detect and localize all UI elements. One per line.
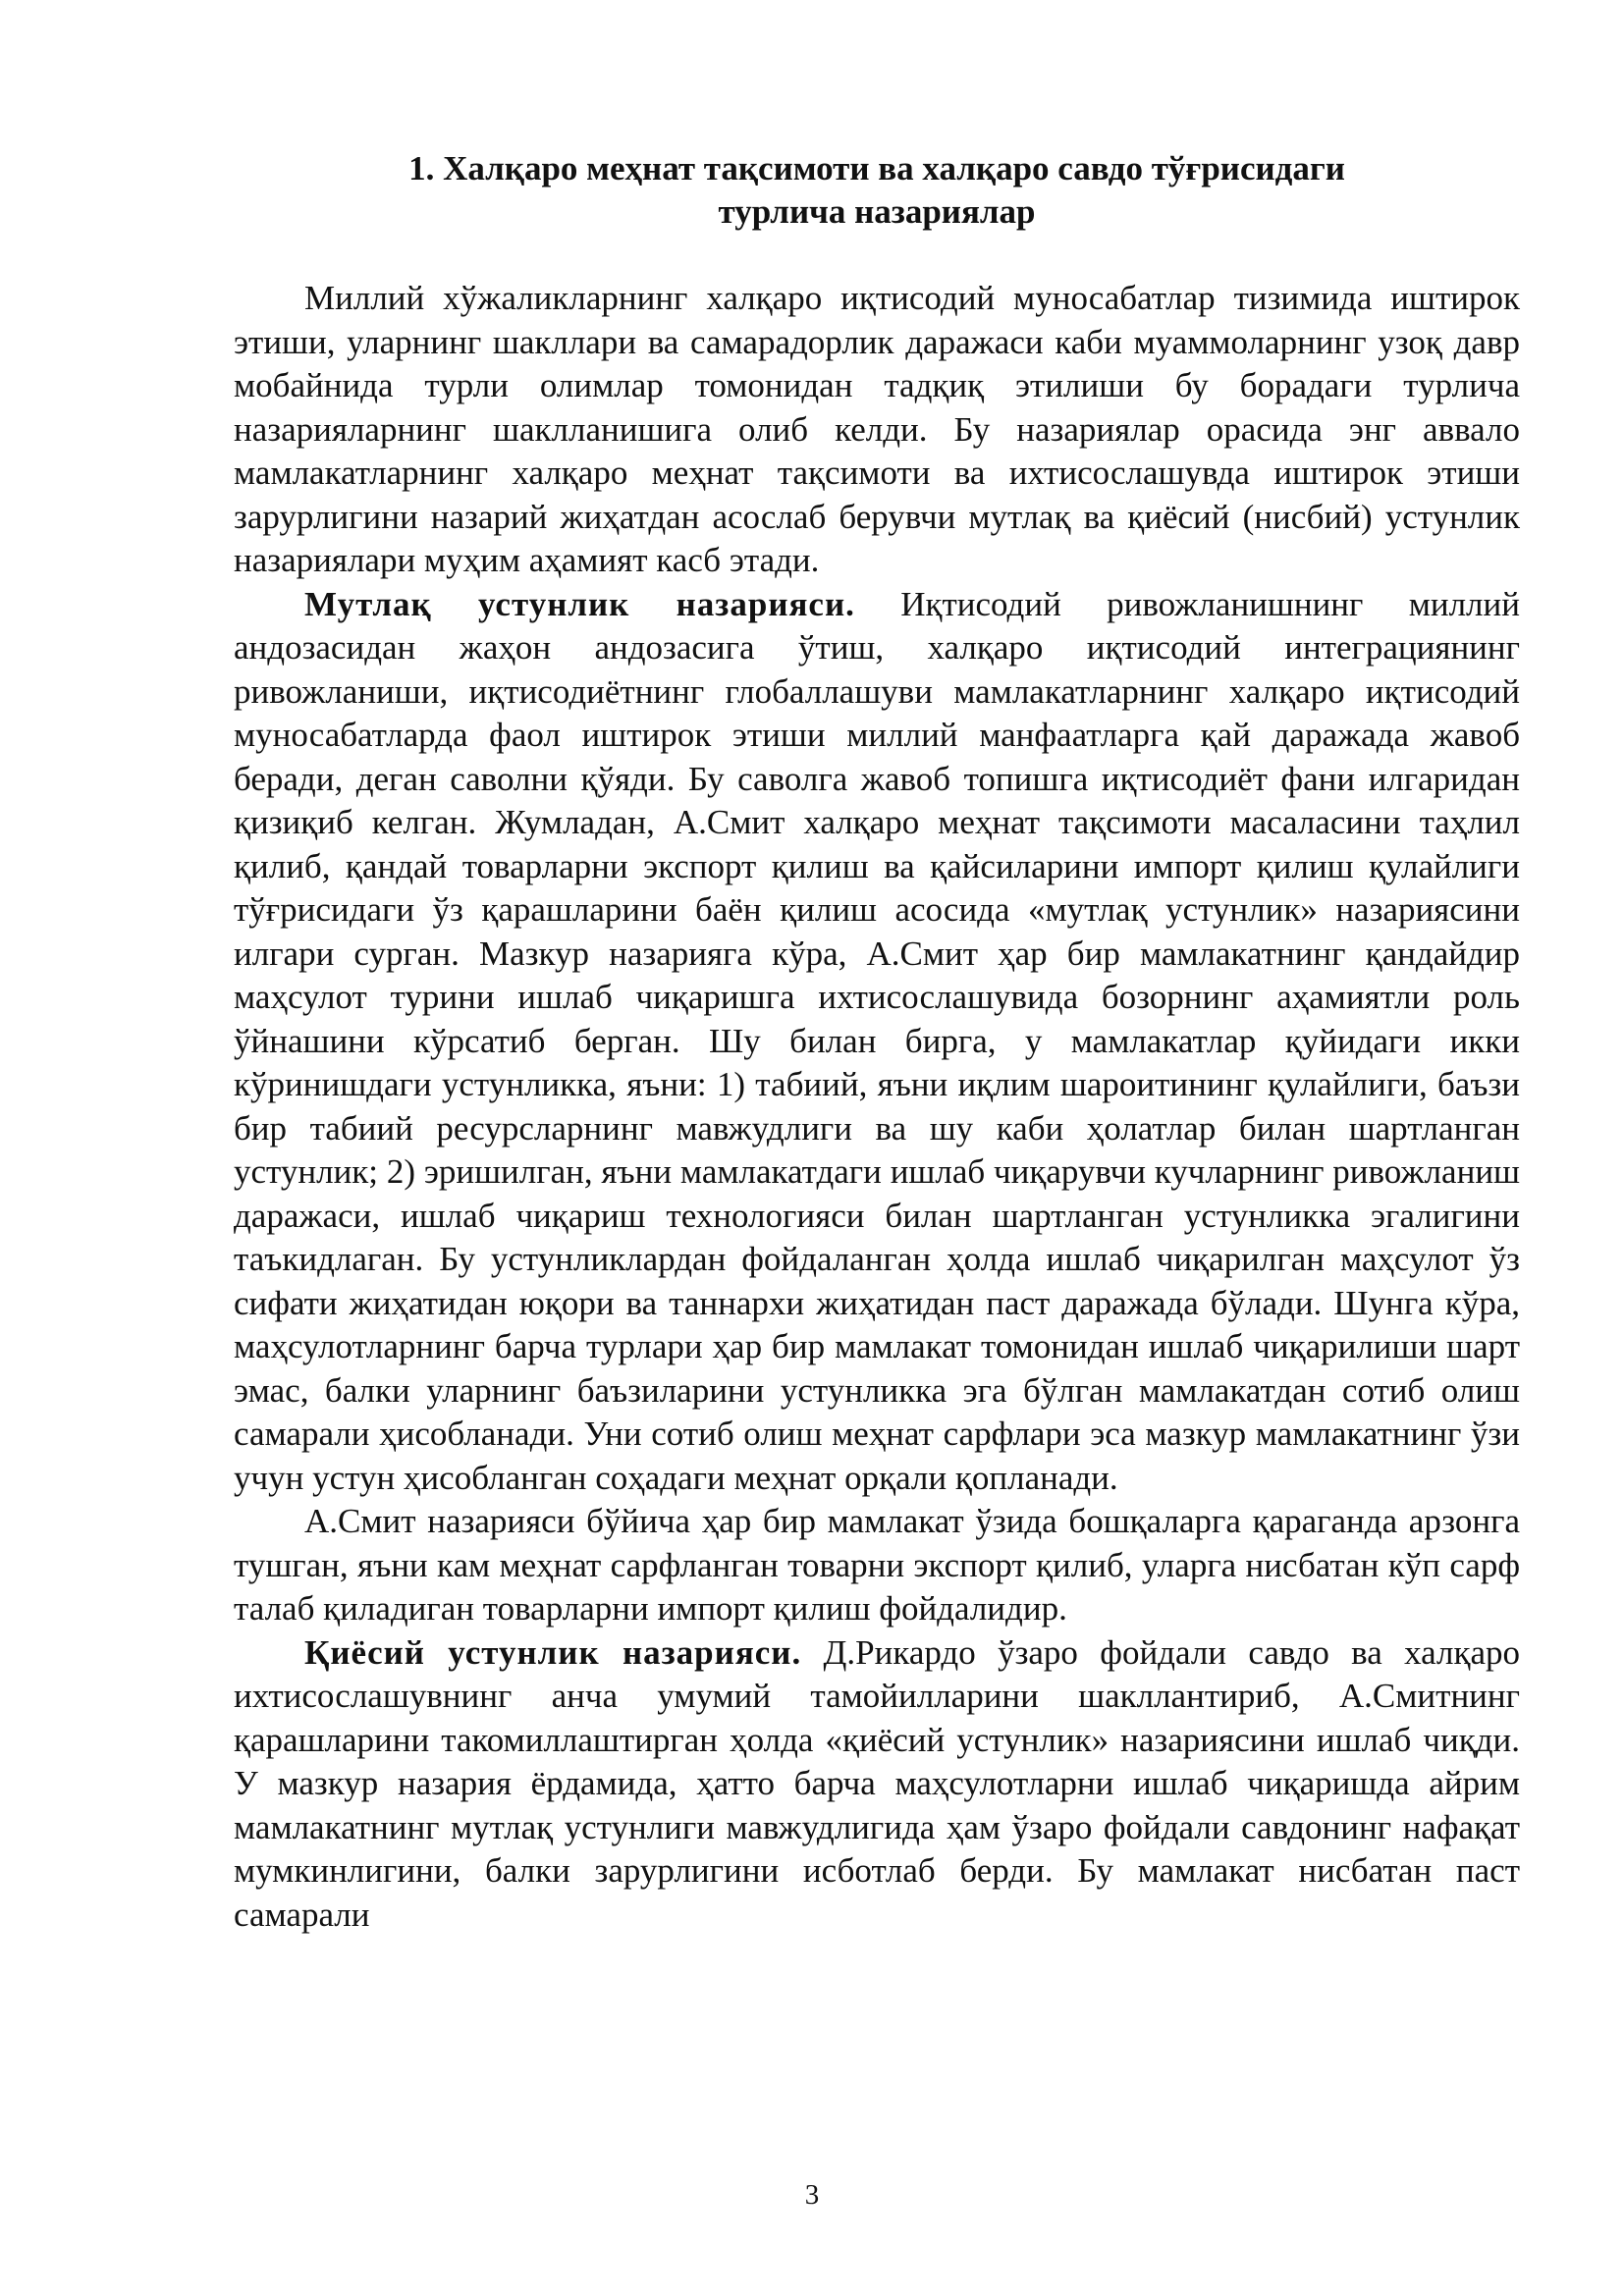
absolute-advantage-heading: Мутлақ устунлик назарияси. xyxy=(304,584,855,623)
paragraph-intro xyxy=(234,277,1520,583)
paragraph-comparative-advantage xyxy=(234,1631,1520,1938)
absolute-advantage-text: Иқтисодий ривожланишнинг миллий андозасидан жаҳон андозасига ўтиш, халқаро иқтисодий интеграциянинг ривожланиши, иқтисодиётнинг глобаллашуви мамлакатларнинг халқаро иқтисодий муносабатларда фаол иштирок этиши миллий манфаатларга қай даражада жавоб беради, деган саволни қўяди. Бу саволга жавоб топишга иқтисодиёт фани илгаридан қизиқиб келган. Жумладан, А.Смит халқаро меҳнат тақсимоти масаласини таҳлил қилиб, қандай товарларни экспорт қилиш ва қайсиларини импорт қилиш қулайлиги тўғрисидаги ўз қарашларини баён қилиш асосида «мутлақ устунлик» назариясини илгари сурган. Мазкур назарияга кўра, А.Смит ҳар бир мамлакатнинг қандайдир маҳсулот турини ишлаб чиқаришга ихтисослашувида бозорнинг аҳамиятли роль ўйнашини кўрсатиб берган. Шу билан бирга, у мамлакатлар қуйидаги икки кўринишдаги устунликка, яъни: 1) табиий, яъни иқлим шароитининг қулайлиги, баъзи бир табиий ресурсларнинг мавжудлиги ва шу каби ҳолатлар билан шартланган устунлик; 2) эришилган, яъни мамлакатдаги ишлаб чиқарувчи кучларнинг ривожланиш даражаси, ишлаб чиқариш технологияси билан шартланган устунликка эгалигини таъкидлаган. Бу устунликлардан фойдаланган ҳолда ишлаб чиқарилган маҳсулот ўз сифати жиҳатидан юқори ва таннархи жиҳатидан паст даражада бўлади. Шунга кўра, маҳсулотларнинг барча турлари ҳар бир мамлакат томонидан ишлаб чиқарилиши шарт эмас, балки уларнинг баъзиларини устунликка эга бўлган мамлакатдан сотиб олиш самарали ҳисобланади. Уни сотиб олиш меҳнат сарфлари эса мазкур мамлакатнинг ўзи учун устун ҳисобланган соҳадаги меҳнат орқали қопланади. xyxy=(234,584,1520,1497)
page-number: 3 xyxy=(804,2179,820,2211)
section-heading-line-1: 1. Халқаро меҳнат тақсимоти ва халқаро савдо тўғрисидаги xyxy=(408,149,1345,187)
comparative-advantage-text: Д.Рикардо ўзаро фойдали савдо ва халқаро ихтисослашувнинг анча умумий тамойилларини шакллантириб, А.Смитнинг қарашларини такомиллаштирган ҳолда «қиёсий устунлик» назариясини ишлаб чиқди. У мазкур назария ёрдамида, ҳатто барча маҳсулотларни ишлаб чиқаришда айрим мамлакатнинг мутлақ устунлиги мавжудлигида ҳам ўзаро фойдали савдонинг нафақат мумкинлигини, балки зарурлигини исботлаб берди. Бу мамлакат нисбатан паст самарали xyxy=(234,1632,1520,1934)
comparative-advantage-heading: Қиёсий устунлик назарияси. xyxy=(304,1632,802,1672)
section-heading-line-2: турлича назариялар xyxy=(718,192,1036,231)
paragraph-smith-theory xyxy=(234,1500,1520,1631)
paragraph-intro-text: Миллий хўжаликларнинг халқаро иқтисодий муносабатлар тизимида иштирок этиши, уларнинг шакллари ва самарадорлик даражаси каби муаммоларнинг узоқ давр мобайнида турли олимлар томонидан тадқиқ этилиши бу борадаги турлича назарияларнинг шаклланишига олиб келди. Бу назариялар орасида энг аввало мамлакатларнинг халқаро меҳнат тақсимоти ва ихтисослашувда иштирок этиши зарурлигини назарий жиҳатдан асослаб берувчи мутлақ ва қиёсий (нисбий) устунлик назариялари муҳим аҳамият касб этади. xyxy=(234,279,1520,579)
section-heading xyxy=(234,147,1520,234)
smith-theory-text: А.Смит назарияси бўйича ҳар бир мамлакат ўзида бошқаларга қараганда арзонга тушган, яъни кам меҳнат сарфланган товарни экспорт қилиб, уларга нисбатан кўп сарф талаб қиладиган товарларни импорт қилиш фойдалидир. xyxy=(234,1502,1520,1628)
paragraph-absolute-advantage xyxy=(234,583,1520,1501)
document-page xyxy=(234,147,1520,1937)
